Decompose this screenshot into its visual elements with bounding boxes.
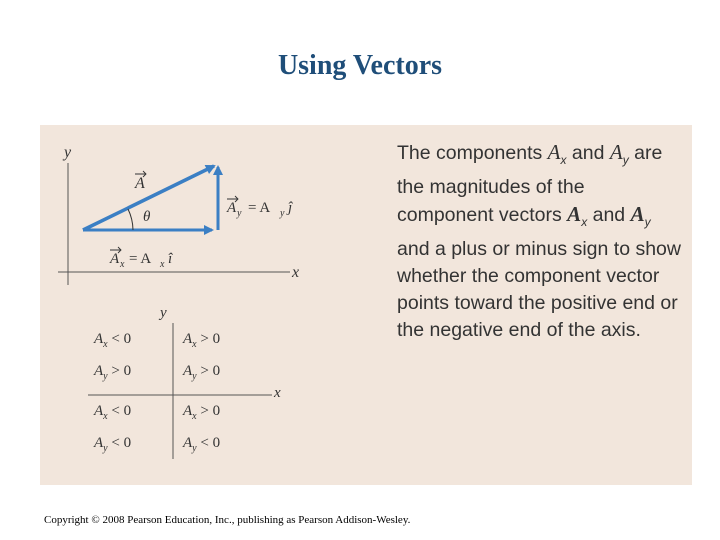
svg-text:Ax < 0: $A_x < 0$ bbox=[94, 403, 132, 422]
angle-arc bbox=[128, 209, 133, 230]
y-component-label bbox=[226, 196, 293, 219]
y-axis-label: y bbox=[64, 144, 72, 161]
svg-text:î: î bbox=[168, 251, 173, 267]
angle-label: θ bbox=[143, 209, 151, 225]
x-component-label bbox=[109, 247, 173, 270]
svg-text:y: y bbox=[237, 208, 242, 219]
svg-text:Ay < 0: $A_y < 0$ bbox=[94, 435, 132, 454]
x-axis-label: x bbox=[292, 264, 300, 281]
figure-panel bbox=[40, 125, 692, 485]
svg-text:Ax > 0: $A_x > 0$ bbox=[183, 331, 221, 350]
vector-a-label: A bbox=[135, 175, 145, 192]
quadrant-y-label: y bbox=[160, 305, 167, 321]
quadrant-x-label: x bbox=[274, 385, 281, 401]
quadrant-top-right bbox=[182, 331, 220, 382]
svg-text:x: x bbox=[120, 259, 125, 270]
svg-text:x: x bbox=[160, 259, 165, 270]
copyright-notice: Copyright © 2008 Pearson Education, Inc., publishing as Pearson Addison-Wesley. bbox=[44, 514, 411, 526]
caption-text: The components $A_x$ and $A_y$ are the magnitudes of the component vectors $A_x$ and $A_y$ and a plus or minus sign to show whether the component vector points toward the positive end or the negative end of the axis. bbox=[397, 140, 681, 341]
quadrant-bottom-left bbox=[93, 403, 131, 454]
svg-text:= A: = A bbox=[248, 200, 271, 216]
slide-title: Using Vectors bbox=[277, 50, 443, 81]
svg-text:ĵ: ĵ bbox=[288, 200, 293, 216]
svg-text:Ay > 0: $A_y > 0$ bbox=[94, 363, 132, 382]
quadrant-bottom-right bbox=[182, 403, 220, 454]
svg-text:Ax < 0: $A_x < 0$ bbox=[94, 331, 132, 350]
svg-text:= A: = A bbox=[129, 251, 152, 267]
quadrant-top-left bbox=[93, 331, 131, 382]
svg-text:Ax > 0: $A_x > 0$ bbox=[183, 403, 221, 422]
svg-text:A: A bbox=[110, 251, 120, 267]
svg-text:Ay > 0: $A_y > 0$ bbox=[183, 363, 221, 382]
svg-text:A: A bbox=[227, 200, 237, 216]
svg-text:y: y bbox=[280, 208, 285, 219]
svg-text:Ay < 0: $A_y < 0$ bbox=[183, 435, 221, 454]
